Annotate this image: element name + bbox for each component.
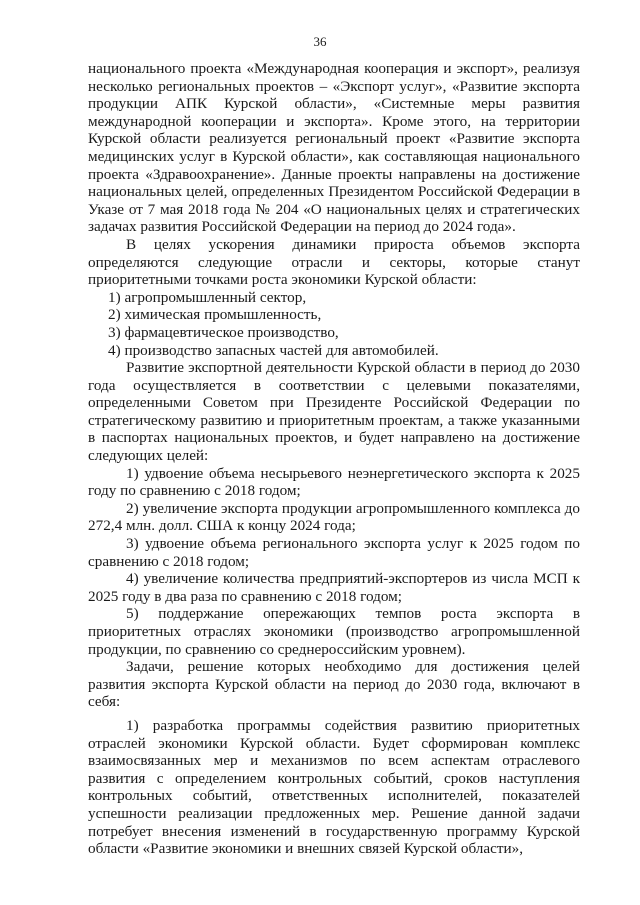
paragraph-tasks-intro: Задачи, решение которых необходимо для достижения целей развития экспорта Курской области на период до 2030 года, включают в себя: (88, 658, 580, 711)
paragraph-development-intro: Развитие экспортной деятельности Курской области в период до 2030 года осуществляется в соответствии с целевыми показателями, определенными Советом при Президенте Российской Федерации по стратегическому развитию и приоритетным проектам, а также указанными в паспортах национальных проектов, и будет направлено на достижение следующих целей: (88, 359, 580, 465)
document-body (88, 60, 580, 858)
paragraph-task-1: 1) разработка программы содействия развитию приоритетных отраслей экономики Курской области. Будет сформирован комплекс взаимосвязанных мер и механизмов по всем аспектам отраслевого развития с определением контрольных событий, сроков наступления контрольных событий, ответственных исполнителей, показателей успешности реализации предложенных мер. Решение данной задачи потребует внесения изменений в государственную программу Курской области «Развитие экономики и внешних связей Курской области», (88, 716, 580, 858)
goal-item: 5) поддержание опережающих темпов роста экспорта в приоритетных отраслях экономики (производство агропромышленной продукции, по сравнению со среднероссийским уровнем). (88, 605, 580, 658)
goal-item: 3) удвоение объема регионального экспорта услуг к 2025 годом по сравнению с 2018 годом; (88, 535, 580, 570)
goal-item: 1) удвоение объема несырьевого неэнергетического экспорта к 2025 году по сравнению с 2018 годом; (88, 464, 580, 500)
list-item: 1) агропромышленный сектор, (108, 288, 307, 306)
goal-item: 4) увеличение количества предприятий-экспортеров из числа МСП к 2025 году в два раза по сравнению с 2018 годом; (88, 570, 580, 605)
list-item: 2) химическая промышленность, (108, 306, 322, 324)
page-number: 36 (313, 34, 327, 49)
paragraph-national-project: национального проекта «Международная кооперация и экспорт», реализуя несколько региональных проектов – «Экспорт услуг», «Развитие экспорта продукции АПК Курской области», «Системные меры развития международной кооперации и экспорта». Кроме этого, на территории Курской области реализуется региональный проект «Развитие экспорта медицинских услуг в Курской области», как составляющая национального проекта «Здравоохранение». Данные проекты направлены на достижение национальных целей, определенных Президентом Российской Федерации в Указе от 7 мая 2018 года № 204 «О национальных целях и стратегических задачах развития Российской Федерации на период до 2024 года». (88, 60, 580, 236)
sectors-list (88, 289, 580, 359)
goals-list (88, 465, 580, 659)
paragraph-priority-sectors-intro: В целях ускорения динамики прироста объемов экспорта определяются следующие отрасли и секторы, которые станут приоритетными точками роста экономики Курской области: (88, 235, 580, 289)
goal-item: 2) увеличение экспорта продукции агропромышленного комплекса до 272,4 млн. долл. США к концу 2024 года; (88, 499, 580, 535)
list-item: 4) производство запасных частей для автомобилей. (108, 341, 439, 359)
list-item: 3) фармацевтическое производство, (108, 323, 339, 341)
